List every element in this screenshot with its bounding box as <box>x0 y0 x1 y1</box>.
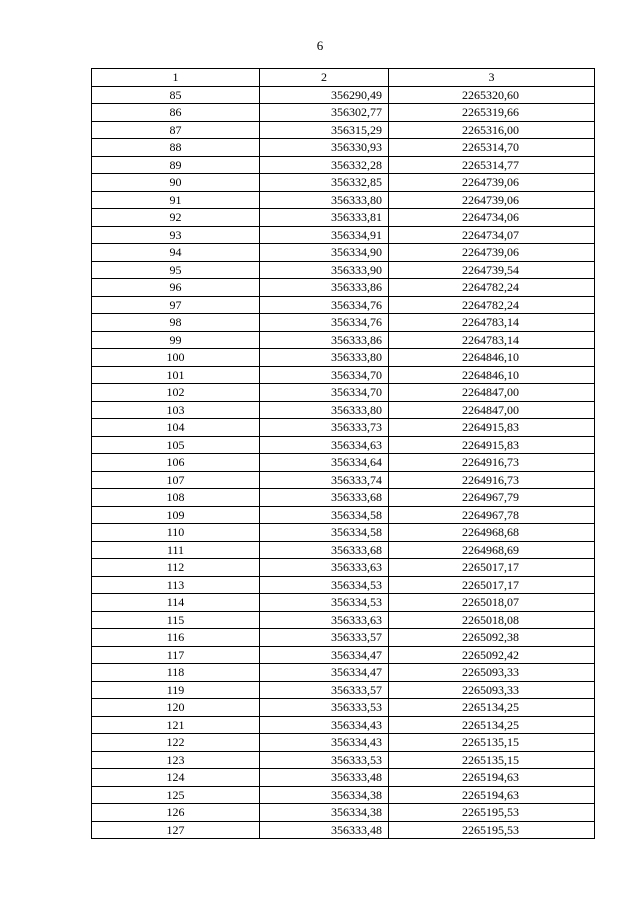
table-row <box>92 786 595 804</box>
point-number-cell: 117 <box>92 646 260 664</box>
y-coordinate-cell: 2265018,07 <box>389 594 595 612</box>
table-row <box>92 594 595 612</box>
y-coordinate-cell: 2265195,53 <box>389 804 595 822</box>
point-number-cell: 102 <box>92 384 260 402</box>
x-coordinate-cell: 356332,28 <box>260 156 389 174</box>
y-coordinate-cell: 2264967,79 <box>389 489 595 507</box>
point-number-cell: 105 <box>92 436 260 454</box>
point-number-cell: 124 <box>92 769 260 787</box>
point-number-cell: 99 <box>92 331 260 349</box>
table-row <box>92 156 595 174</box>
table-row <box>92 436 595 454</box>
point-number-cell: 118 <box>92 664 260 682</box>
point-number-cell: 113 <box>92 576 260 594</box>
x-coordinate-cell: 356334,53 <box>260 594 389 612</box>
y-coordinate-cell: 2264739,54 <box>389 261 595 279</box>
point-number-cell: 115 <box>92 611 260 629</box>
table-row <box>92 384 595 402</box>
x-coordinate-cell: 356333,68 <box>260 541 389 559</box>
x-coordinate-cell: 356302,77 <box>260 104 389 122</box>
x-coordinate-cell: 356333,86 <box>260 331 389 349</box>
table-row <box>92 804 595 822</box>
x-coordinate-cell: 356333,57 <box>260 629 389 647</box>
table-row <box>92 226 595 244</box>
x-coordinate-cell: 356333,86 <box>260 279 389 297</box>
x-coordinate-cell: 356333,80 <box>260 401 389 419</box>
x-coordinate-cell: 356334,64 <box>260 454 389 472</box>
x-coordinate-cell: 356334,70 <box>260 366 389 384</box>
table-row <box>92 541 595 559</box>
column-header-1: 1 <box>92 69 260 87</box>
x-coordinate-cell: 356333,81 <box>260 209 389 227</box>
y-coordinate-cell: 2264782,24 <box>389 296 595 314</box>
table-row <box>92 506 595 524</box>
y-coordinate-cell: 2265314,70 <box>389 139 595 157</box>
table-row <box>92 244 595 262</box>
table-row <box>92 699 595 717</box>
point-number-cell: 98 <box>92 314 260 332</box>
x-coordinate-cell: 356333,57 <box>260 681 389 699</box>
y-coordinate-cell: 2265319,66 <box>389 104 595 122</box>
x-coordinate-cell: 356330,93 <box>260 139 389 157</box>
y-coordinate-cell: 2265134,25 <box>389 716 595 734</box>
y-coordinate-cell: 2264739,06 <box>389 191 595 209</box>
point-number-cell: 108 <box>92 489 260 507</box>
point-number-cell: 120 <box>92 699 260 717</box>
y-coordinate-cell: 2264734,06 <box>389 209 595 227</box>
point-number-cell: 100 <box>92 349 260 367</box>
point-number-cell: 126 <box>92 804 260 822</box>
y-coordinate-cell: 2265093,33 <box>389 664 595 682</box>
y-coordinate-cell: 2265018,08 <box>389 611 595 629</box>
point-number-cell: 106 <box>92 454 260 472</box>
point-number-cell: 87 <box>92 121 260 139</box>
table-row <box>92 489 595 507</box>
point-number-cell: 101 <box>92 366 260 384</box>
table-row <box>92 209 595 227</box>
point-number-cell: 97 <box>92 296 260 314</box>
y-coordinate-cell: 2265017,17 <box>389 576 595 594</box>
point-number-cell: 103 <box>92 401 260 419</box>
x-coordinate-cell: 356334,76 <box>260 314 389 332</box>
point-number-cell: 96 <box>92 279 260 297</box>
y-coordinate-cell: 2264916,73 <box>389 471 595 489</box>
y-coordinate-cell: 2264782,24 <box>389 279 595 297</box>
y-coordinate-cell: 2264739,06 <box>389 244 595 262</box>
table-row <box>92 191 595 209</box>
x-coordinate-cell: 356333,63 <box>260 611 389 629</box>
y-coordinate-cell: 2265134,25 <box>389 699 595 717</box>
x-coordinate-cell: 356332,85 <box>260 174 389 192</box>
x-coordinate-cell: 356333,48 <box>260 769 389 787</box>
x-coordinate-cell: 356333,53 <box>260 751 389 769</box>
table-row <box>92 454 595 472</box>
table-row <box>92 419 595 437</box>
table-row <box>92 261 595 279</box>
x-coordinate-cell: 356333,48 <box>260 821 389 839</box>
table-row <box>92 559 595 577</box>
y-coordinate-cell: 2264915,83 <box>389 436 595 454</box>
table-row <box>92 821 595 839</box>
x-coordinate-cell: 356333,90 <box>260 261 389 279</box>
y-coordinate-cell: 2265314,77 <box>389 156 595 174</box>
y-coordinate-cell: 2264846,10 <box>389 366 595 384</box>
y-coordinate-cell: 2265092,38 <box>389 629 595 647</box>
y-coordinate-cell: 2264847,00 <box>389 401 595 419</box>
y-coordinate-cell: 2264968,69 <box>389 541 595 559</box>
table-row <box>92 331 595 349</box>
y-coordinate-cell: 2265135,15 <box>389 751 595 769</box>
point-number-cell: 112 <box>92 559 260 577</box>
x-coordinate-cell: 356334,91 <box>260 226 389 244</box>
table-row <box>92 104 595 122</box>
point-number-cell: 119 <box>92 681 260 699</box>
y-coordinate-cell: 2265135,15 <box>389 734 595 752</box>
table-row <box>92 629 595 647</box>
y-coordinate-cell: 2264739,06 <box>389 174 595 192</box>
x-coordinate-cell: 356333,80 <box>260 191 389 209</box>
table-row <box>92 174 595 192</box>
y-coordinate-cell: 2265195,53 <box>389 821 595 839</box>
x-coordinate-cell: 356334,38 <box>260 804 389 822</box>
table-row <box>92 314 595 332</box>
point-number-cell: 114 <box>92 594 260 612</box>
point-number-cell: 95 <box>92 261 260 279</box>
table-row <box>92 349 595 367</box>
table-row <box>92 681 595 699</box>
point-number-cell: 104 <box>92 419 260 437</box>
table-row <box>92 716 595 734</box>
point-number-cell: 110 <box>92 524 260 542</box>
point-number-cell: 89 <box>92 156 260 174</box>
table-row <box>92 524 595 542</box>
x-coordinate-cell: 356334,43 <box>260 734 389 752</box>
x-coordinate-cell: 356334,43 <box>260 716 389 734</box>
point-number-cell: 94 <box>92 244 260 262</box>
y-coordinate-cell: 2264968,68 <box>389 524 595 542</box>
x-coordinate-cell: 356334,53 <box>260 576 389 594</box>
y-coordinate-cell: 2264783,14 <box>389 314 595 332</box>
point-number-cell: 85 <box>92 86 260 104</box>
table-row <box>92 769 595 787</box>
point-number-cell: 123 <box>92 751 260 769</box>
y-coordinate-cell: 2264915,83 <box>389 419 595 437</box>
y-coordinate-cell: 2265194,63 <box>389 786 595 804</box>
point-number-cell: 116 <box>92 629 260 647</box>
x-coordinate-cell: 356334,70 <box>260 384 389 402</box>
table-row <box>92 471 595 489</box>
point-number-cell: 88 <box>92 139 260 157</box>
y-coordinate-cell: 2265017,17 <box>389 559 595 577</box>
y-coordinate-cell: 2265316,00 <box>389 121 595 139</box>
point-number-cell: 90 <box>92 174 260 192</box>
column-header-3: 3 <box>389 69 595 87</box>
point-number-cell: 109 <box>92 506 260 524</box>
table-row <box>92 611 595 629</box>
y-coordinate-cell: 2264846,10 <box>389 349 595 367</box>
y-coordinate-cell: 2265320,60 <box>389 86 595 104</box>
x-coordinate-cell: 356334,63 <box>260 436 389 454</box>
page-number: 6 <box>316 38 324 53</box>
table-row <box>92 139 595 157</box>
x-coordinate-cell: 356334,47 <box>260 664 389 682</box>
x-coordinate-cell: 356334,58 <box>260 524 389 542</box>
y-coordinate-cell: 2265194,63 <box>389 769 595 787</box>
table-row <box>92 646 595 664</box>
x-coordinate-cell: 356334,47 <box>260 646 389 664</box>
point-number-cell: 93 <box>92 226 260 244</box>
table-row <box>92 296 595 314</box>
table-row <box>92 121 595 139</box>
column-header-2: 2 <box>260 69 389 87</box>
x-coordinate-cell: 356334,90 <box>260 244 389 262</box>
table-body <box>92 86 595 839</box>
x-coordinate-cell: 356333,74 <box>260 471 389 489</box>
y-coordinate-cell: 2264967,78 <box>389 506 595 524</box>
y-coordinate-cell: 2264734,07 <box>389 226 595 244</box>
point-number-cell: 86 <box>92 104 260 122</box>
point-number-cell: 92 <box>92 209 260 227</box>
point-number-cell: 91 <box>92 191 260 209</box>
table-row <box>92 279 595 297</box>
table-row <box>92 576 595 594</box>
y-coordinate-cell: 2264847,00 <box>389 384 595 402</box>
x-coordinate-cell: 356334,58 <box>260 506 389 524</box>
x-coordinate-cell: 356315,29 <box>260 121 389 139</box>
y-coordinate-cell: 2264783,14 <box>389 331 595 349</box>
table-row <box>92 751 595 769</box>
x-coordinate-cell: 356333,73 <box>260 419 389 437</box>
y-coordinate-cell: 2265093,33 <box>389 681 595 699</box>
table-row <box>92 366 595 384</box>
point-number-cell: 111 <box>92 541 260 559</box>
x-coordinate-cell: 356333,80 <box>260 349 389 367</box>
point-number-cell: 122 <box>92 734 260 752</box>
point-number-cell: 127 <box>92 821 260 839</box>
coordinates-table <box>91 68 595 839</box>
x-coordinate-cell: 356334,38 <box>260 786 389 804</box>
y-coordinate-cell: 2264916,73 <box>389 454 595 472</box>
table-row <box>92 401 595 419</box>
table-row <box>92 86 595 104</box>
x-coordinate-cell: 356333,68 <box>260 489 389 507</box>
table-row <box>92 664 595 682</box>
x-coordinate-cell: 356333,63 <box>260 559 389 577</box>
point-number-cell: 121 <box>92 716 260 734</box>
x-coordinate-cell: 356334,76 <box>260 296 389 314</box>
point-number-cell: 125 <box>92 786 260 804</box>
table-header-row <box>92 69 595 87</box>
x-coordinate-cell: 356290,49 <box>260 86 389 104</box>
y-coordinate-cell: 2265092,42 <box>389 646 595 664</box>
x-coordinate-cell: 356333,53 <box>260 699 389 717</box>
point-number-cell: 107 <box>92 471 260 489</box>
table-row <box>92 734 595 752</box>
